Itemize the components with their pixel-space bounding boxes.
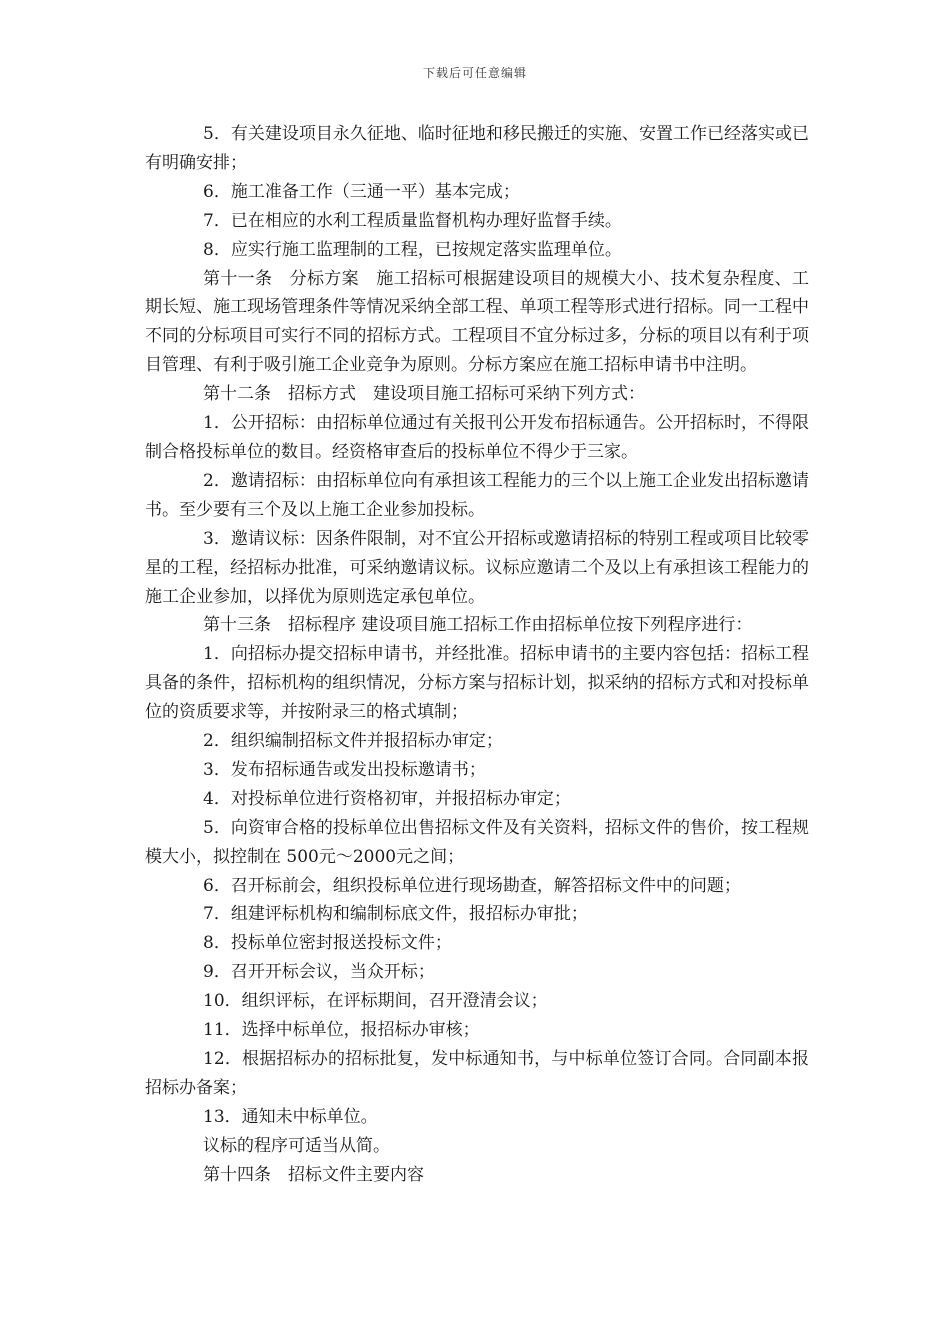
paragraph: 7．已在相应的水利工程质量监督机构办理好监督手续。	[203, 210, 622, 231]
paragraph: 2．邀请招标：由招标单位向有承担该工程能力的三个以上施工企业发出招标邀请书。至少要有三个及以上施工企业参加投标。	[145, 470, 809, 520]
paragraph: 7．组建评标机构和编制标底文件，报招标办审批；	[203, 904, 588, 925]
paragraph: 4．对投标单位进行资格初审，并报招标办审定；	[203, 788, 571, 809]
paragraph: 11．选择中标单位，报招标办审核；	[203, 1020, 480, 1041]
paragraph: 2．组织编制招标文件并报招标办审定；	[203, 731, 503, 752]
paragraph: 8．应实行施工监理制的工程，已按规定落实监理单位。	[203, 239, 622, 260]
document-body	[145, 120, 809, 1190]
paragraph: 议标的程序可适当从简。	[203, 1135, 390, 1156]
paragraph: 1．向招标办提交招标申请书，并经批准。招标申请书的主要内容包括：招标工程具备的条件，招标机构的组织情况，分标方案与招标计划，拟采纳的招标方式和对投标单位的资质要求等，并按附录三的格式填制；	[145, 644, 809, 723]
article-13-paragraph: 第十三条 招标程序 建设项目施工招标工作由招标单位按下列程序进行：	[203, 615, 753, 636]
paragraph: 5．向资审合格的投标单位出售招标文件及有关资料，招标文件的售价，按工程规模大小，拟控制在 500元～2000元之间；	[145, 817, 809, 867]
paragraph: 12．根据招标办的招标批复，发中标通知书，与中标单位签订合同。合同副本报招标办备案；	[145, 1049, 809, 1098]
paragraph: 5．有关建设项目永久征地、临时征地和移民搬迁的实施、安置工作已经落实或已有明确安排；	[145, 124, 809, 173]
paragraph: 9．召开开标会议，当众开标；	[203, 962, 435, 983]
paragraph: 3．邀请议标：因条件限制，对不宜公开招标或邀请招标的特别工程或项目比较零星的工程，经招标办批准，可采纳邀请议标。议标应邀请二个及以上有承担该工程能力的施工企业参加，以择优为原则选定承包单位。	[145, 528, 809, 607]
paragraph: 6．施工准备工作（三通一平）基本完成；	[203, 181, 520, 202]
paragraph: 3．发布招标通告或发出投标邀请书；	[203, 759, 486, 780]
paragraph: 1．公开招标：由招标单位通过有关报刊公开发布招标通告。公开招标时，不得限制合格投标单位的数目。经资格审查后的投标单位不得少于三家。	[145, 413, 809, 462]
paragraph: 10．组织评标，在评标期间，召开澄清会议；	[203, 991, 548, 1012]
page-header: 下载后可任意编辑	[422, 66, 527, 80]
article-14-heading: 第十四条 招标文件主要内容	[203, 1164, 424, 1185]
paragraph: 6．召开标前会，组织投标单位进行现场勘查，解答招标文件中的问题；	[203, 875, 741, 896]
paragraph: 13．通知未中标单位。	[203, 1106, 378, 1127]
paragraph: 8．投标单位密封报送投标文件；	[203, 933, 452, 954]
article-12-paragraph: 第十二条 招标方式 建设项目施工招标可采纳下列方式：	[203, 384, 645, 405]
article-11-paragraph: 第十一条 分标方案 施工招标可根据建设项目的规模大小、技术复杂程度、工期长短、施工现场管理条件等情况采纳全部工程、单项工程等形式进行招标。同一工程中不同的分标项目可实行不同的招标方式。工程项目不宜分标过多，分标的项目以有利于项目管理、有利于吸引施工企业竞争为原则。分标方案应在施工招标申请书中注明。	[145, 268, 809, 376]
